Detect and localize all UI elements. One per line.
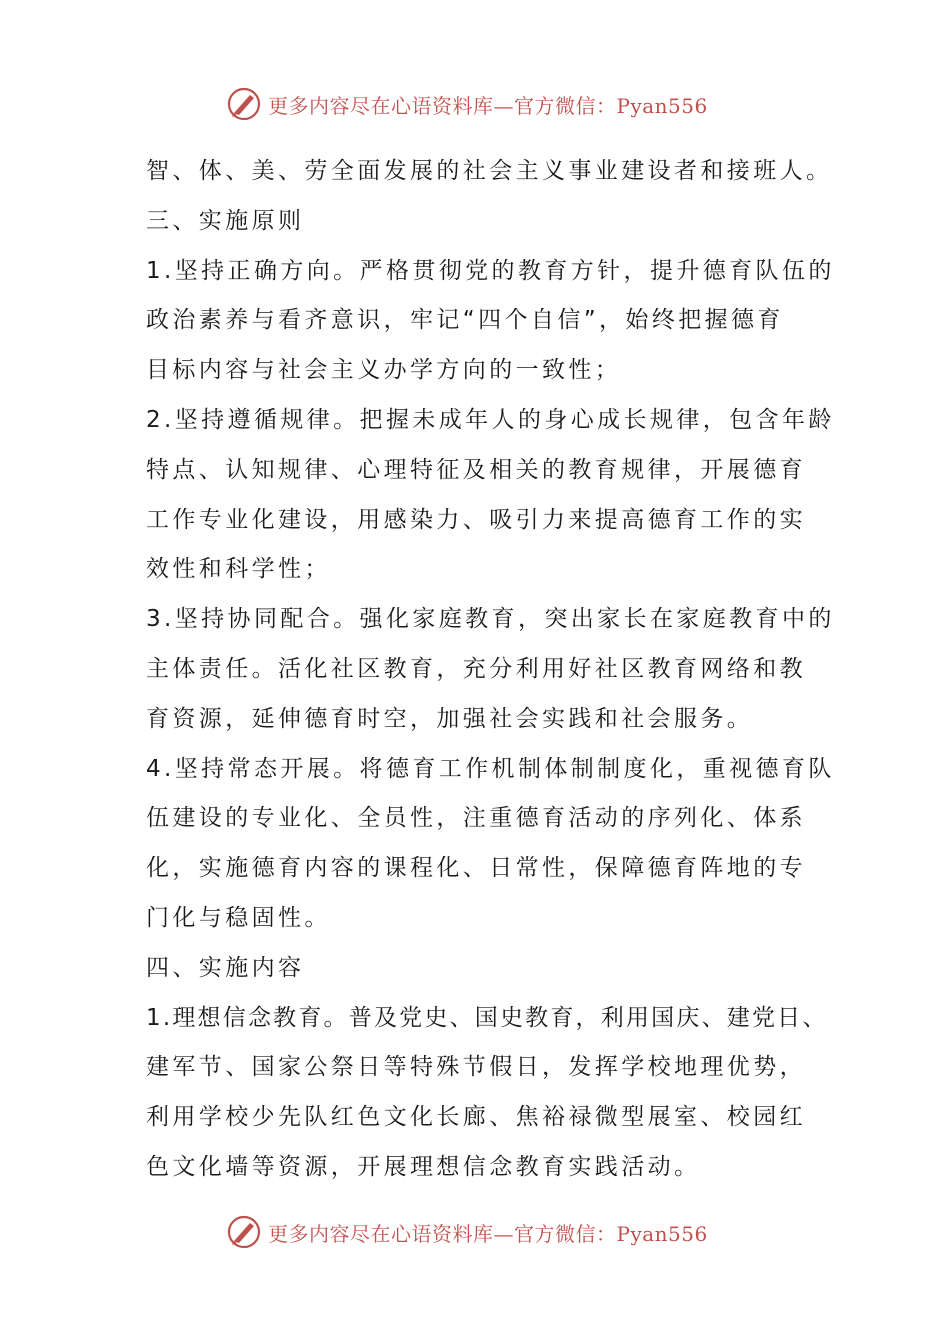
text-line: 伍建设的专业化、全员性，注重德育活动的序列化、体系: [146, 805, 806, 832]
pen-logo-icon: [226, 86, 262, 122]
text-line: 政治素养与看齐意识，牢记“四个自信”，始终把握德育: [146, 307, 784, 334]
text-line: 育资源，延伸德育时空，加强社会实践和社会服务。: [146, 705, 754, 732]
text-line: 1.坚持正确方向。严格贯彻党的教育方针，提升德育队伍的: [146, 257, 835, 284]
text-line: 1.理想信念教育。普及党史、国史教育，利用国庆、建党日、: [146, 1004, 828, 1031]
text-line: 利用学校少先队红色文化长廊、焦裕禄微型展室、校园红: [146, 1104, 806, 1131]
pen-logo-icon: [226, 1214, 262, 1250]
text-line: 2.坚持遵循规律。把握未成年人的身心成长规律，包含年龄: [146, 406, 835, 433]
section-heading: 三、实施原则: [146, 207, 305, 234]
text-line: 智、体、美、劳全面发展的社会主义事业建设者和接班人。: [146, 158, 833, 184]
text-line: 目标内容与社会主义办学方向的一致性；: [146, 357, 622, 384]
text-line: 效性和科学性；: [146, 556, 331, 583]
text-line: 色文化墙等资源，开展理想信念教育实践活动。: [146, 1153, 701, 1180]
text-line: 3.坚持协同配合。强化家庭教育，突出家长在家庭教育中的: [146, 606, 835, 633]
document-body: [146, 147, 835, 1193]
watermark-text: 更多内容尽在心语资料库—官方微信：Pyan556: [268, 1221, 708, 1246]
text-line: 门化与稳固性。: [146, 904, 331, 931]
watermark-header: [226, 84, 746, 124]
text-line: 建军节、国家公祭日等特殊节假日，发挥学校地理优势，: [146, 1054, 806, 1081]
text-line: 特点、认知规律、心理特征及相关的教育规律，开展德育: [146, 456, 806, 483]
text-line: 主体责任。活化社区教育，充分利用好社区教育网络和教: [146, 655, 806, 682]
watermark-text: 更多内容尽在心语资料库—官方微信：Pyan556: [268, 93, 708, 118]
text-line: 工作专业化建设，用感染力、吸引力来提高德育工作的实: [146, 506, 806, 533]
watermark-footer: [226, 1212, 746, 1252]
section-heading: 四、实施内容: [146, 954, 305, 981]
text-line: 化，实施德育内容的课程化、日常性，保障德育阵地的专: [146, 855, 806, 882]
text-line: 4.坚持常态开展。将德育工作机制体制制度化，重视德育队: [146, 755, 835, 782]
